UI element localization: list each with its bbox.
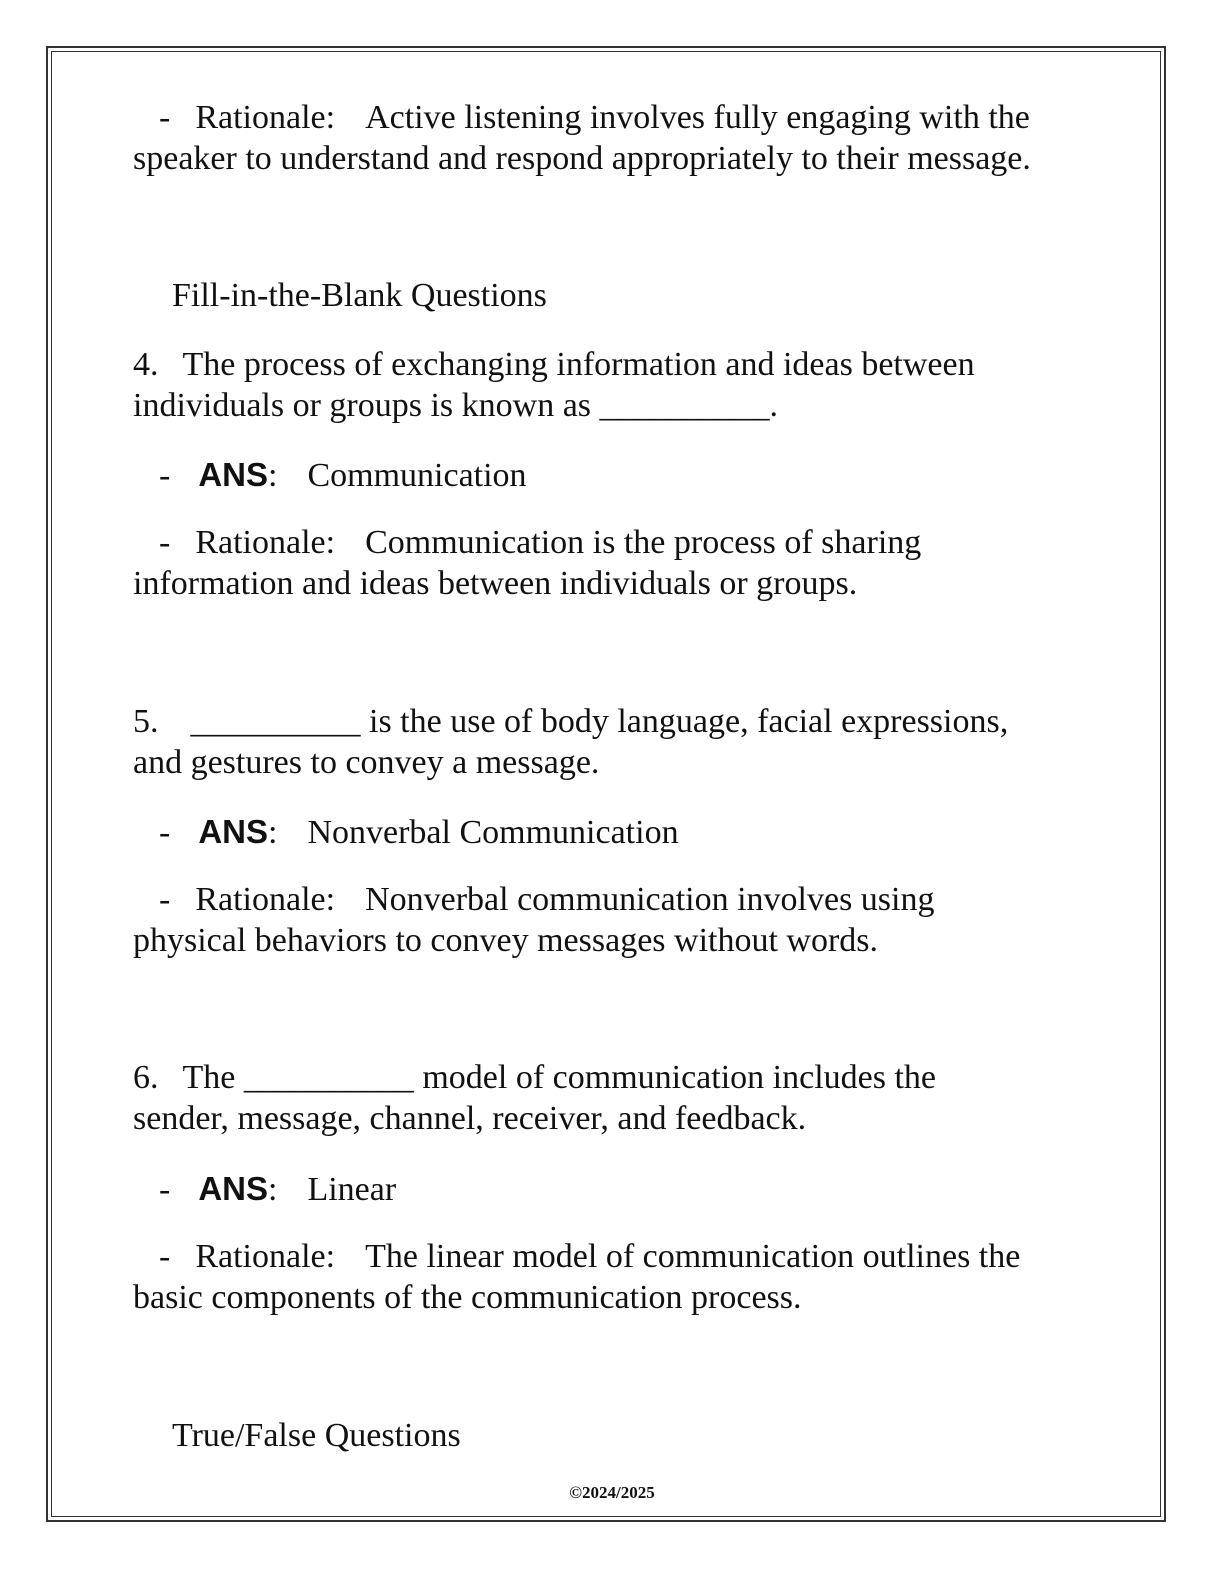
section-heading-fill-in-blank: Fill-in-the-Blank Questions [172, 277, 547, 314]
answer-colon: : [268, 814, 278, 851]
answer-value: Nonverbal Communication [307, 814, 679, 851]
rationale-line [133, 522, 921, 563]
section-heading-true-false: True/False Questions [172, 1417, 461, 1454]
rationale-text-continued: physical behaviors to convey messages without words. [133, 922, 879, 959]
answer-value: Linear [307, 1171, 397, 1208]
rationale-text: Active listening involves fully engaging with the [365, 99, 1030, 136]
bullet-dash: - [159, 814, 171, 851]
bullet-dash: - [159, 99, 171, 136]
question-text-continued: and gestures to convey a message. [133, 744, 600, 781]
answer-line [133, 1168, 396, 1210]
question-6 [133, 1057, 936, 1098]
bullet-dash: - [159, 457, 171, 494]
rationale-text-continued: speaker to understand and respond appropriately to their message. [133, 140, 1031, 177]
bullet-dash: - [159, 524, 171, 561]
question-4 [133, 344, 975, 385]
question-text-continued: sender, message, channel, receiver, and feedback. [133, 1100, 807, 1137]
rationale-label: Rationale: [195, 99, 336, 136]
answer-value: Communication [307, 457, 527, 494]
question-number: 5. [133, 703, 159, 740]
rationale-line [133, 1236, 1020, 1277]
question-5 [133, 701, 1008, 742]
rationale-text-continued: basic components of the communication process. [133, 1279, 802, 1316]
rationale-line [133, 879, 934, 920]
question-text: The process of exchanging information and ideas between [182, 346, 975, 383]
question-number: 4. [133, 346, 159, 383]
answer-label: ANS [198, 456, 269, 493]
question-text: The __________ model of communication includes the [182, 1059, 937, 1096]
answer-label: ANS [198, 813, 269, 850]
copyright-footer: ©2024/2025 [569, 1483, 655, 1502]
answer-line [133, 811, 679, 853]
bullet-dash: - [159, 881, 171, 918]
rationale-label: Rationale: [195, 1238, 336, 1275]
bullet-dash: - [159, 1171, 171, 1208]
rationale-label: Rationale: [195, 881, 336, 918]
answer-label: ANS [198, 1170, 269, 1207]
rationale-text-continued: information and ideas between individuals or groups. [133, 565, 858, 602]
answer-colon: : [268, 457, 278, 494]
answer-colon: : [268, 1171, 278, 1208]
rationale-label: Rationale: [195, 524, 336, 561]
question-text: __________ is the use of body language, facial expressions, [190, 703, 1009, 740]
question-number: 6. [133, 1059, 159, 1096]
rationale-text: Nonverbal communication involves using [365, 881, 935, 918]
answer-line [133, 454, 527, 496]
rationale-line [133, 97, 1030, 138]
question-text-continued: individuals or groups is known as __________. [133, 387, 779, 424]
rationale-text: Communication is the process of sharing [365, 524, 922, 561]
rationale-text: The linear model of communication outlines the [365, 1238, 1021, 1275]
bullet-dash: - [159, 1238, 171, 1275]
